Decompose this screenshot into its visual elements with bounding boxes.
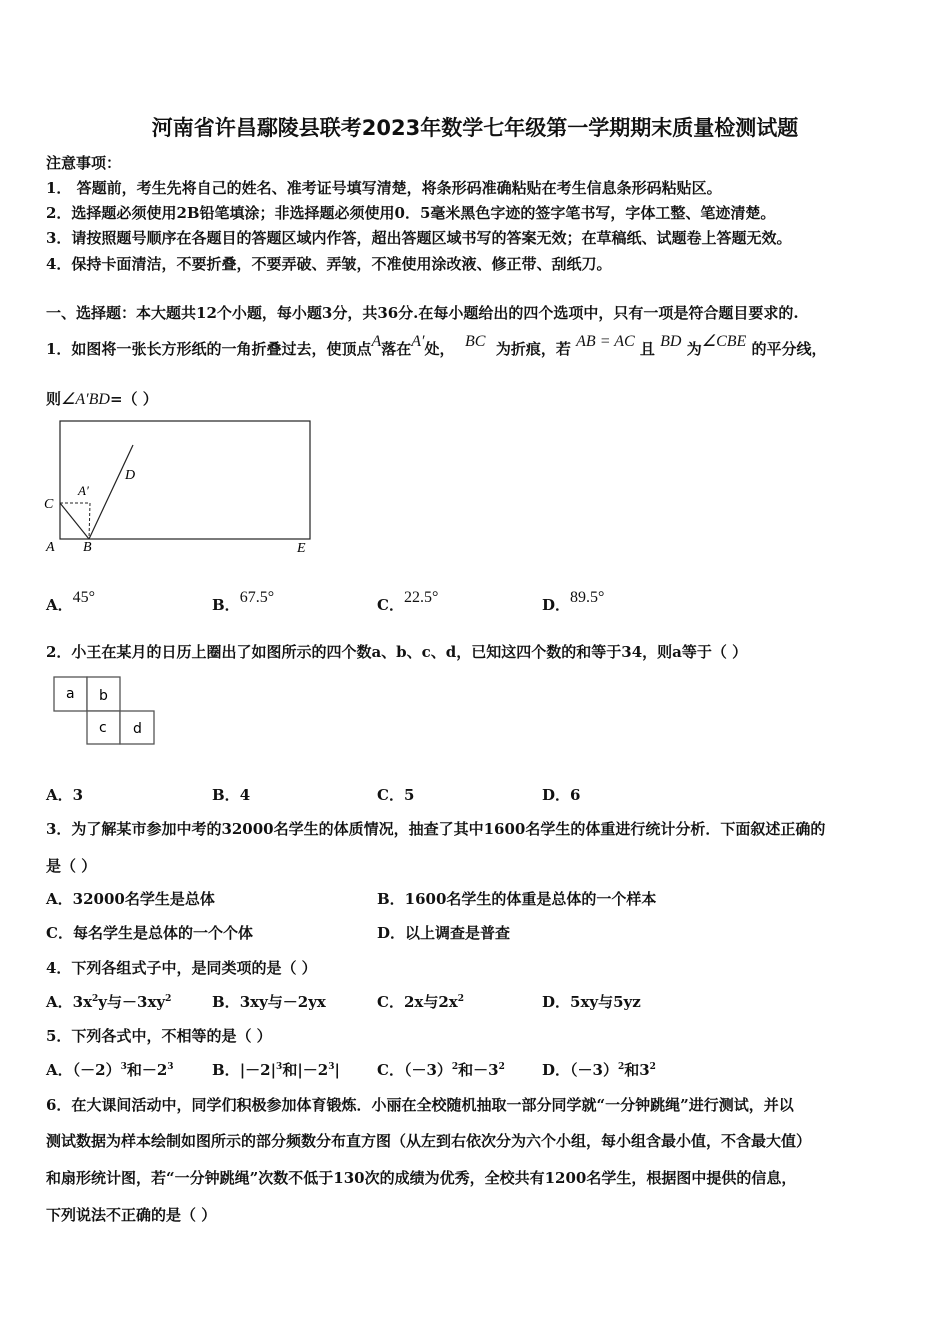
q1-text: 1．如图将一张长方形纸的一角折叠过去，使顶点 [46, 340, 372, 358]
q1-angle: ∠CBE [701, 333, 747, 350]
q5-option-c[interactable] [377, 1059, 505, 1080]
q3-option-b[interactable]: B．1600名学生的体重是总体的一个样本 [377, 890, 657, 908]
dashed-ab [89, 503, 90, 539]
q4-option-c[interactable] [377, 991, 464, 1012]
option-text: 5xy与5yz [570, 993, 641, 1011]
option-text: 2x与2x [403, 993, 458, 1011]
q1-point-a-prime: A′ [411, 333, 425, 350]
notice-item: 4．保持卡面清洁，不要折叠，不要弄破、弄皱，不准使用涂改液、修正带、刮纸刀。 [46, 255, 612, 273]
cell-label-d: d [133, 721, 142, 737]
option-exponent: 2 [649, 1062, 656, 1072]
notice-item: 3．请按照题号顺序在各题目的答题区域内作答，超出答题区域书写的答案无效；在草稿纸、试题卷上答题无效。 [46, 229, 792, 247]
option-letter: B． [212, 596, 240, 614]
option-text: 和|－2 [282, 1061, 329, 1079]
option-letter: D． [542, 993, 571, 1011]
option-text: （－2） [72, 1061, 121, 1079]
option-text: y与－3xy [98, 993, 166, 1011]
q3-stem-line1: 3．为了解某市参加中考的32000名学生的体质情况，抽查了其中1600名学生的体重进行统计分析．下面叙述正确的 [46, 820, 826, 838]
q2-option-a[interactable] [46, 784, 83, 805]
option-exponent: 2 [498, 1062, 505, 1072]
cell-label-a: a [66, 686, 75, 702]
q6-stem-line: 和扇形统计图，若“一分钟跳绳”次数不低于130次的成绩为优秀，全校共有1200名学生，根据图中提供的信息， [46, 1169, 797, 1187]
option-letter: A． [46, 786, 73, 804]
q1-text: 落在 [381, 340, 412, 358]
q1-option-b[interactable] [212, 589, 275, 615]
q2-option-b[interactable] [212, 784, 250, 805]
option-value: 67.5° [239, 589, 275, 606]
q5-stem: 5．下列各式中，不相等的是（ ） [46, 1027, 272, 1045]
section-heading: 一、选择题：本大题共12个小题，每小题3分，共36分.在每小题给出的四个选项中，只有一项是符合题目要求的. [46, 304, 799, 322]
cell-label-b: b [99, 688, 108, 704]
option-text: 和－2 [126, 1061, 168, 1079]
q1-text: =（ ） [109, 390, 158, 408]
q2-calendar-figure [50, 673, 160, 748]
option-letter: D． [542, 786, 571, 804]
q3-option-c[interactable]: C．每名学生是总体的一个个体 [46, 924, 253, 942]
q6-stem-line: 测试数据为样本绘制如图所示的部分频数分布直方图（从左到右依次分为六个小组，每小组含最小值，不含最大值） [46, 1132, 812, 1150]
page-title: 河南省许昌鄢陵县联考2023年数学七年级第一学期期末质量检测试题 [151, 116, 799, 140]
q1-option-d[interactable] [542, 589, 605, 615]
option-value: 5 [403, 786, 415, 804]
option-letter: A． [46, 1061, 73, 1079]
q4-option-b[interactable] [212, 991, 326, 1012]
q5-option-d[interactable] [542, 1059, 656, 1080]
q1-equation: AB = AC [576, 333, 635, 350]
q5-option-a[interactable] [46, 1059, 174, 1080]
q1-text: 为 [686, 340, 702, 358]
q1-bd: BD [660, 333, 682, 350]
q1-point-a: A [371, 333, 382, 350]
q1-figure [40, 415, 320, 565]
option-exponent: 3 [120, 1062, 127, 1072]
notice-heading: 注意事项： [46, 154, 122, 172]
label-a: A [46, 540, 55, 555]
option-exponent: 2 [451, 1062, 459, 1072]
option-text: |－2| [239, 1061, 277, 1079]
q6-stem-line: 下列说法不正确的是（ ） [46, 1206, 217, 1224]
option-letter: B． [212, 993, 240, 1011]
q1-option-a[interactable] [46, 589, 96, 615]
q2-option-d[interactable] [542, 784, 580, 805]
label-b: B [83, 540, 92, 555]
option-exponent: 3 [328, 1062, 335, 1072]
option-text: 3x [72, 993, 93, 1011]
q1-text: 则 [46, 390, 62, 408]
q4-option-d[interactable] [542, 991, 641, 1012]
option-exponent: 3 [167, 1062, 174, 1072]
option-exponent: 2 [457, 994, 464, 1004]
option-letter: C． [377, 786, 404, 804]
label-d: D [125, 468, 136, 483]
option-letter: B． [212, 786, 240, 804]
fold-line-bc [60, 503, 89, 539]
q1-option-c[interactable] [377, 589, 439, 615]
option-value: 3 [72, 786, 84, 804]
option-exponent: 2 [165, 994, 172, 1004]
q6-stem-line: 6．在大课间活动中，同学们积极参加体育锻炼．小丽在全校随机抽取一部分同学就“一分钟跳绳”进行测试，并以 [46, 1096, 794, 1114]
q3-option-a[interactable]: A．32000名学生是总体 [46, 890, 215, 908]
q3-stem-line2: 是（ ） [46, 857, 97, 875]
option-text: （－3） [403, 1061, 452, 1079]
q5-option-b[interactable] [212, 1059, 340, 1080]
option-exponent: 2 [617, 1062, 625, 1072]
q2-stem: 2．小王在某月的日历上圈出了如图所示的四个数a、b、c、d，已知这四个数的和等于34，则a等于（ ） [46, 643, 748, 661]
notice-item: 2．选择题必须使用2B铅笔填涂；非选择题必须使用0．5毫米黑色字迹的签字笔书写，字体工整、笔迹清楚。 [46, 204, 776, 222]
option-text: 和3 [624, 1061, 650, 1079]
option-letter: C． [377, 596, 404, 614]
q1-text: 且 [639, 340, 655, 358]
option-exponent: 3 [276, 1062, 283, 1072]
q1-text: 为折痕，若 [495, 340, 571, 358]
option-exponent: 2 [92, 994, 99, 1004]
option-text: （－3） [570, 1061, 618, 1079]
q1-line2 [46, 388, 158, 409]
q1-bc: BC [465, 333, 486, 350]
option-value: 45° [72, 589, 96, 606]
label-c: C [44, 497, 54, 512]
cell-label-c: c [99, 720, 107, 736]
notice-item: 1． 答题前，考生先将自己的姓名、准考证号填写清楚，将条形码准确粘贴在考生信息条形码粘贴区。 [46, 179, 722, 197]
label-e: E [297, 541, 306, 556]
option-letter: A． [46, 993, 73, 1011]
option-letter: B． [212, 1061, 240, 1079]
bisector-bd [89, 445, 136, 539]
q1-text: 处， [424, 340, 455, 358]
option-text: 3xy与－2yx [239, 993, 326, 1011]
option-text: 和－3 [458, 1061, 499, 1079]
option-letter: D． [542, 1061, 571, 1079]
q2-option-c[interactable] [377, 784, 414, 805]
q1-stem [46, 333, 827, 359]
option-letter: C． [377, 1061, 404, 1079]
q1-text: 的平分线， [751, 340, 827, 358]
q1-expression: ∠A′BD [61, 391, 110, 408]
option-value: 6 [570, 786, 581, 804]
option-text: | [334, 1061, 340, 1079]
option-value: 89.5° [570, 589, 605, 606]
option-letter: A． [46, 596, 73, 614]
option-value: 22.5° [403, 589, 439, 606]
q4-option-a[interactable] [46, 991, 171, 1012]
label-a-prime: A′ [78, 483, 89, 498]
option-letter: D． [542, 596, 571, 614]
option-letter: C． [377, 993, 404, 1011]
option-value: 4 [239, 786, 251, 804]
q3-option-d[interactable]: D．以上调查是普查 [377, 924, 511, 942]
q4-stem: 4．下列各组式子中，是同类项的是（ ） [46, 959, 317, 977]
